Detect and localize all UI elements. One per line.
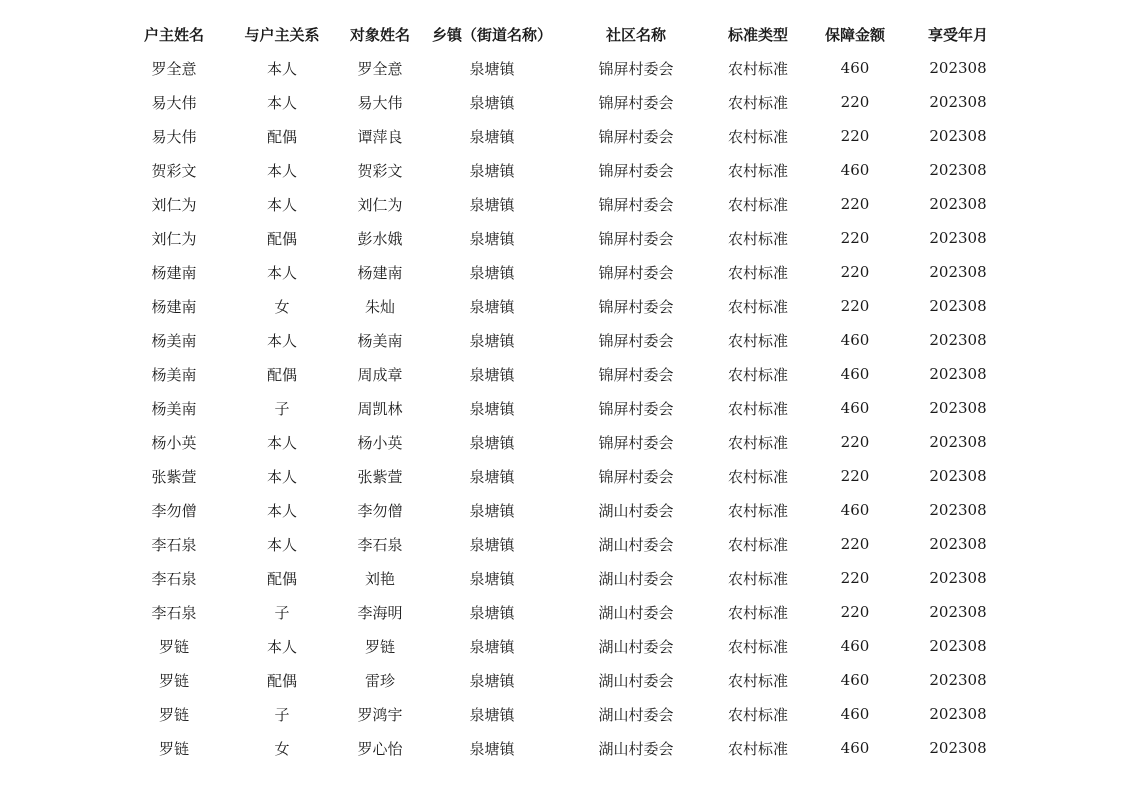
- cell-household-head: 杨小英: [151, 433, 197, 452]
- cell-recipient-name: 罗全意: [357, 59, 403, 78]
- cell-household-head: 罗链: [158, 671, 189, 690]
- cell-standard-type: 农村标准: [727, 705, 788, 724]
- cell-standard-type: 农村标准: [727, 467, 788, 486]
- cell-standard-type: 农村标准: [727, 331, 788, 350]
- cell-community: 锦屏村委会: [598, 331, 674, 350]
- cell-period: 202308: [929, 399, 987, 417]
- cell-relationship: 本人: [266, 535, 297, 554]
- cell-household-head: 张紫萱: [151, 467, 197, 486]
- cell-standard-type: 农村标准: [727, 229, 788, 248]
- cell-standard-type: 农村标准: [727, 739, 788, 758]
- cell-period: 202308: [929, 127, 987, 145]
- cell-township: 泉塘镇: [469, 535, 515, 554]
- document-page: [0, 17, 1122, 765]
- cell-township: 泉塘镇: [469, 127, 515, 146]
- header-amount: 保障金额: [824, 25, 885, 44]
- table-row: [120, 663, 1010, 697]
- cell-relationship: 本人: [266, 331, 297, 350]
- cell-relationship: 本人: [266, 59, 297, 78]
- cell-period: 202308: [929, 569, 987, 587]
- table-header-row: [120, 17, 1010, 51]
- cell-community: 锦屏村委会: [598, 127, 674, 146]
- cell-community: 锦屏村委会: [598, 195, 674, 214]
- cell-household-head: 李勿僧: [151, 501, 197, 520]
- cell-standard-type: 农村标准: [727, 93, 788, 112]
- cell-standard-type: 农村标准: [727, 433, 788, 452]
- table-row: [120, 731, 1010, 765]
- cell-community: 锦屏村委会: [598, 59, 674, 78]
- cell-period: 202308: [929, 161, 987, 179]
- cell-standard-type: 农村标准: [727, 603, 788, 622]
- cell-standard-type: 农村标准: [727, 263, 788, 282]
- header-recipient-name: 对象姓名: [349, 25, 410, 44]
- cell-township: 泉塘镇: [469, 263, 515, 282]
- header-township: 乡镇（街道名称）: [431, 25, 552, 44]
- cell-community: 湖山村委会: [598, 603, 674, 622]
- cell-amount: 460: [840, 59, 870, 77]
- cell-household-head: 杨美南: [151, 399, 197, 418]
- cell-standard-type: 农村标准: [727, 671, 788, 690]
- cell-standard-type: 农村标准: [727, 501, 788, 520]
- cell-household-head: 杨建南: [151, 263, 197, 282]
- cell-standard-type: 农村标准: [727, 161, 788, 180]
- cell-household-head: 杨美南: [151, 331, 197, 350]
- cell-standard-type: 农村标准: [727, 127, 788, 146]
- cell-household-head: 罗链: [158, 739, 189, 758]
- cell-community: 锦屏村委会: [598, 263, 674, 282]
- cell-community: 湖山村委会: [598, 671, 674, 690]
- cell-amount: 460: [840, 739, 870, 757]
- cell-period: 202308: [929, 535, 987, 553]
- cell-amount: 220: [840, 297, 870, 315]
- cell-amount: 220: [840, 195, 870, 213]
- cell-community: 锦屏村委会: [598, 229, 674, 248]
- cell-community: 锦屏村委会: [598, 297, 674, 316]
- cell-period: 202308: [929, 229, 987, 247]
- cell-household-head: 罗链: [158, 637, 189, 656]
- cell-period: 202308: [929, 739, 987, 757]
- cell-relationship: 本人: [266, 161, 297, 180]
- cell-amount: 220: [840, 433, 870, 451]
- cell-community: 湖山村委会: [598, 501, 674, 520]
- subsidy-table: [120, 17, 1010, 765]
- cell-household-head: 杨建南: [151, 297, 197, 316]
- cell-period: 202308: [929, 59, 987, 77]
- cell-township: 泉塘镇: [469, 59, 515, 78]
- cell-relationship: 本人: [266, 637, 297, 656]
- cell-community: 锦屏村委会: [598, 161, 674, 180]
- cell-standard-type: 农村标准: [727, 535, 788, 554]
- table-row: [120, 255, 1010, 289]
- cell-household-head: 李石泉: [151, 535, 197, 554]
- cell-township: 泉塘镇: [469, 365, 515, 384]
- cell-community: 湖山村委会: [598, 739, 674, 758]
- cell-recipient-name: 易大伟: [357, 93, 403, 112]
- cell-period: 202308: [929, 263, 987, 281]
- cell-relationship: 本人: [266, 263, 297, 282]
- cell-standard-type: 农村标准: [727, 195, 788, 214]
- cell-amount: 460: [840, 331, 870, 349]
- header-period: 享受年月: [927, 25, 988, 44]
- cell-township: 泉塘镇: [469, 467, 515, 486]
- table-row: [120, 85, 1010, 119]
- cell-recipient-name: 刘艳: [364, 569, 395, 588]
- cell-township: 泉塘镇: [469, 297, 515, 316]
- table-row: [120, 221, 1010, 255]
- cell-period: 202308: [929, 331, 987, 349]
- cell-period: 202308: [929, 501, 987, 519]
- cell-amount: 460: [840, 365, 870, 383]
- cell-amount: 220: [840, 569, 870, 587]
- cell-household-head: 易大伟: [151, 127, 197, 146]
- cell-community: 锦屏村委会: [598, 433, 674, 452]
- cell-community: 湖山村委会: [598, 535, 674, 554]
- cell-community: 锦屏村委会: [598, 399, 674, 418]
- cell-amount: 220: [840, 127, 870, 145]
- cell-relationship: 子: [274, 705, 290, 724]
- cell-community: 湖山村委会: [598, 637, 674, 656]
- cell-amount: 460: [840, 671, 870, 689]
- cell-recipient-name: 谭萍良: [357, 127, 403, 146]
- cell-period: 202308: [929, 603, 987, 621]
- cell-township: 泉塘镇: [469, 399, 515, 418]
- cell-household-head: 刘仁为: [151, 229, 197, 248]
- cell-standard-type: 农村标准: [727, 59, 788, 78]
- cell-amount: 460: [840, 399, 870, 417]
- cell-township: 泉塘镇: [469, 569, 515, 588]
- cell-recipient-name: 张紫萱: [357, 467, 403, 486]
- cell-recipient-name: 李海明: [357, 603, 403, 622]
- table-row: [120, 119, 1010, 153]
- cell-community: 锦屏村委会: [598, 467, 674, 486]
- cell-recipient-name: 杨建南: [357, 263, 403, 282]
- cell-relationship: 配偶: [266, 229, 297, 248]
- cell-recipient-name: 罗链: [364, 637, 395, 656]
- cell-standard-type: 农村标准: [727, 569, 788, 588]
- cell-household-head: 杨美南: [151, 365, 197, 384]
- cell-period: 202308: [929, 365, 987, 383]
- cell-recipient-name: 刘仁为: [357, 195, 403, 214]
- cell-amount: 220: [840, 535, 870, 553]
- table-row: [120, 425, 1010, 459]
- cell-recipient-name: 周凯林: [357, 399, 403, 418]
- cell-relationship: 子: [274, 603, 290, 622]
- cell-recipient-name: 罗鸿宇: [357, 705, 403, 724]
- cell-relationship: 本人: [266, 467, 297, 486]
- cell-relationship: 本人: [266, 501, 297, 520]
- cell-household-head: 李石泉: [151, 603, 197, 622]
- cell-period: 202308: [929, 467, 987, 485]
- cell-recipient-name: 罗心怡: [357, 739, 403, 758]
- cell-amount: 460: [840, 161, 870, 179]
- cell-household-head: 易大伟: [151, 93, 197, 112]
- table-row: [120, 595, 1010, 629]
- cell-relationship: 本人: [266, 433, 297, 452]
- cell-community: 湖山村委会: [598, 569, 674, 588]
- cell-amount: 220: [840, 229, 870, 247]
- table-row: [120, 459, 1010, 493]
- cell-recipient-name: 朱灿: [364, 297, 395, 316]
- table-row: [120, 391, 1010, 425]
- cell-township: 泉塘镇: [469, 93, 515, 112]
- cell-township: 泉塘镇: [469, 331, 515, 350]
- cell-relationship: 配偶: [266, 365, 297, 384]
- cell-relationship: 配偶: [266, 127, 297, 146]
- cell-recipient-name: 李石泉: [357, 535, 403, 554]
- cell-amount: 460: [840, 501, 870, 519]
- cell-recipient-name: 杨小英: [357, 433, 403, 452]
- cell-household-head: 罗链: [158, 705, 189, 724]
- cell-standard-type: 农村标准: [727, 399, 788, 418]
- cell-amount: 220: [840, 467, 870, 485]
- cell-community: 锦屏村委会: [598, 365, 674, 384]
- cell-township: 泉塘镇: [469, 739, 515, 758]
- cell-relationship: 女: [274, 297, 290, 316]
- table-row: [120, 527, 1010, 561]
- cell-recipient-name: 杨美南: [357, 331, 403, 350]
- header-standard-type: 标准类型: [727, 25, 788, 44]
- table-row: [120, 153, 1010, 187]
- cell-standard-type: 农村标准: [727, 297, 788, 316]
- cell-household-head: 李石泉: [151, 569, 197, 588]
- cell-standard-type: 农村标准: [727, 637, 788, 656]
- cell-period: 202308: [929, 671, 987, 689]
- cell-recipient-name: 周成章: [357, 365, 403, 384]
- cell-relationship: 子: [274, 399, 290, 418]
- cell-township: 泉塘镇: [469, 501, 515, 520]
- cell-relationship: 本人: [266, 195, 297, 214]
- table-row: [120, 493, 1010, 527]
- cell-relationship: 配偶: [266, 569, 297, 588]
- table-row: [120, 51, 1010, 85]
- cell-period: 202308: [929, 297, 987, 315]
- cell-period: 202308: [929, 705, 987, 723]
- table-row: [120, 697, 1010, 731]
- cell-relationship: 配偶: [266, 671, 297, 690]
- cell-period: 202308: [929, 93, 987, 111]
- cell-township: 泉塘镇: [469, 161, 515, 180]
- cell-recipient-name: 李勿僧: [357, 501, 403, 520]
- header-household-head: 户主姓名: [143, 25, 204, 44]
- cell-township: 泉塘镇: [469, 229, 515, 248]
- cell-amount: 460: [840, 705, 870, 723]
- cell-period: 202308: [929, 637, 987, 655]
- cell-township: 泉塘镇: [469, 195, 515, 214]
- cell-period: 202308: [929, 195, 987, 213]
- table-row: [120, 187, 1010, 221]
- table-row: [120, 357, 1010, 391]
- cell-community: 锦屏村委会: [598, 93, 674, 112]
- cell-township: 泉塘镇: [469, 433, 515, 452]
- cell-standard-type: 农村标准: [727, 365, 788, 384]
- cell-amount: 220: [840, 263, 870, 281]
- cell-township: 泉塘镇: [469, 671, 515, 690]
- cell-household-head: 刘仁为: [151, 195, 197, 214]
- table-row: [120, 629, 1010, 663]
- table-row: [120, 561, 1010, 595]
- cell-relationship: 女: [274, 739, 290, 758]
- cell-township: 泉塘镇: [469, 705, 515, 724]
- cell-township: 泉塘镇: [469, 603, 515, 622]
- table-row: [120, 323, 1010, 357]
- cell-household-head: 贺彩文: [151, 161, 197, 180]
- cell-township: 泉塘镇: [469, 637, 515, 656]
- table-row: [120, 289, 1010, 323]
- cell-relationship: 本人: [266, 93, 297, 112]
- cell-amount: 220: [840, 603, 870, 621]
- cell-community: 湖山村委会: [598, 705, 674, 724]
- header-relationship: 与户主关系: [244, 25, 320, 44]
- cell-recipient-name: 彭水娥: [357, 229, 403, 248]
- header-community: 社区名称: [605, 25, 666, 44]
- cell-recipient-name: 贺彩文: [357, 161, 403, 180]
- cell-period: 202308: [929, 433, 987, 451]
- cell-amount: 220: [840, 93, 870, 111]
- cell-recipient-name: 雷珍: [364, 671, 395, 690]
- cell-amount: 460: [840, 637, 870, 655]
- cell-household-head: 罗全意: [151, 59, 197, 78]
